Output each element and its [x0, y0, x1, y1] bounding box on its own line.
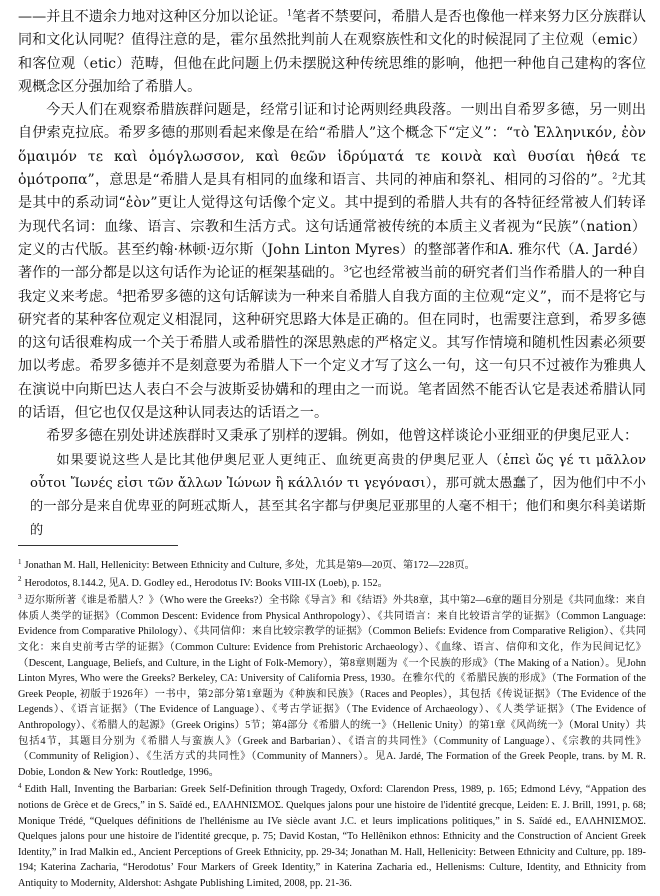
footnote-divider	[18, 545, 178, 546]
footnotes	[18, 545, 646, 893]
block-quote	[18, 449, 646, 542]
footnote-2	[18, 576, 646, 592]
footnote-text: Edith Hall, Inventing the Barbarian: Greek Self-Definition through Tragedy, Oxford: Clarendon Press, 1989, p. 165; Edmond Lévy, “Appation des notions de Grèce et de Grecs,” in S. Saïdé ed., ΕΛΛΗΝΙΣΜΟΣ. Quelques jalons pour une histoire de l'identité grecque, Leiden: E. J. Brill, 1991, p. 68; Monique Trédé, “Quelques définitions de l'hellénisme au IVe siècle avant J.C. et leurs implications politiques,” in S. Saïdé ed., ΕΛΛΗΝΙΣΜΟΣ. Quelques jalons pour une histoire de l'identité grecque, p. 75; David Kostan, “To Hellênikon ethnos: Ethnicity and the Construction of Ancient Greek Identity,” in Irad Malkin ed., Ancient Perceptions of Greek Ethnicity, pp. 29-34; Jonathan M. Hall, Hellenicity: Between Ethnicity and Culture, pp. 189-194; Katerina Zacharia, “Herodotus’ Four Markers of Greek Identity,” in Katerina Zacharia ed., Hellenisms: Culture, Identity, and Ethnicity from Antiquity to Modernity, Aldershot: Ashgate Publishing Limited, 2008, pp. 21-36.	[18, 784, 646, 889]
footnote-1	[18, 558, 646, 574]
footnote-number: 4	[18, 781, 22, 790]
paragraph-1-text-a: ——并且不遗余力地对这种区分加以论证。	[18, 9, 287, 25]
footnote-number: 1	[18, 557, 22, 566]
paragraph-1	[18, 6, 646, 99]
paragraph-3: 希罗多德在别处讲述族群时又秉承了别样的逻辑。例如，他曾这样谈论小亚细亚的伊奥尼亚人：	[46, 428, 639, 445]
paragraph-2-text-b: 尤其是其中的系动词“ἐὸν”更让人觉得这句话像个定义。其中提到的希腊人共有的各特征经常被人们转译为现代名词：血缘、语言、宗教和生活方式。这句话通常被传统的本质主义者视为“民族”（nation）定义的古代版。甚至约翰·林顿·迈尔斯（John Linton Myres）的整部著作和A. 雅尔代（A. Jardé）著作的一部分都是以这句话作为论证的框架基础的。	[18, 172, 647, 282]
footnote-ref-4[interactable]: 4	[117, 287, 123, 297]
footnote-text: 迈尔斯所著《谁是希腊人？》（Who were the Greeks?）全书除《导言》和《结语》外共8章，其中第2—6章的题目分别是《共同血缘：来自体质人类学的证据》（Common Descent: Evidence from Physical Anthropology）、《共同语言：来自比较语言学的证据》（Common Language: Evidence from Comparative Philology）、《共同信仰：来自比较宗教学的证据》（Common Beliefs: Evidence from Comparative Religion）、《共同文化：来自史前考古学的证据》（Common Culture: Evidence from Prehistoric Archaeology）、《血缘、语言、信仰和文化，作为民间记忆》（Descent, Language, Beliefs, and Culture, in the Light of Folk-Memory），第8章则题为《一个民族的形成》（The Making of a Nation）。见John Linton Myres, Who were the Greeks? Berkeley, CA: University of California Press, 1930。在雅尔代的《希腊民族的形成》（The Formation of the Greek People, 初版于1926年）一书中，第2部分第1章题为《种族和民族》（Races and Peoples），其包括《传说证据》（The Evidence of the Legends）、《语言证据》（The Evidence of Language）、《考古学证据》（The Evidence of Archaeology）、《人类学证据》（The Evidence of Anthropology）、《希腊人的起源》（Greek Origins）5节；第4部分《希腊人的统一》（Hellenic Unity）的第1章《风尚统一》（Moral Unity）共包括4节，其题目分别为《希腊人与蛮族人》（Greek and Barbarian）、《语言的共同性》（Community of Language）、《宗教的共同性》（Community of Religion）、《生活方式的共同性》（Community of Manners）。见A. Jardé, The Formation of the Greek People, trans. by M. R. Dobie, London & New York: Routledge, 1996。	[18, 595, 646, 778]
footnote-4	[18, 782, 646, 891]
footnote-ref-3[interactable]: 3	[343, 264, 349, 274]
footnote-text: Jonathan M. Hall, Hellenicity: Between Ethnicity and Culture, 多处，尤其是第9—20页、第172—228页。	[24, 560, 475, 571]
paragraph-2	[18, 99, 646, 425]
footnote-ref-2[interactable]: 2	[612, 171, 618, 181]
paragraph-2-text-d: 把希罗多德的这句话解读为一种来自希腊人自我方面的主位观“定义”，而不是将它与研究者的某种客位观定义相混同，这种研究思路大体是正确的。但在同时，也需要注意到，希罗多德的这句话很难构成一个关于希腊人或希腊性的深思熟虑的严格定义。其写作情境和随机性因素必须要加以考虑。希罗多德并不是刻意要为希腊人下一个定义才写了这么一句，这一句只不过被作为雅典人在演说中向斯巴达人表白不会与波斯妥协媾和的理由之一而说。笔者固然不能否认它是表述希腊认同的话语，但它也仅仅是这种认同表达的话语之一。	[18, 288, 646, 422]
paragraph-1-text-b: 笔者不禁要问，希腊人是否也像他一样来努力区分族群认同和文化认同呢？值得注意的是，霍尔虽然批判前人在观察族性和文化的时候混同了主位观（emic）和客位观（etic）范畴，但他在此问题上仍未摆脱这种传统思维的影响，他把一种他自己建构的客位观概念区分强加给了希腊人。	[18, 9, 647, 95]
block-quote-text: 如果要说这些人是比其他伊奥尼亚人更纯正、血统更高贵的伊奥尼亚人（ἐπεὶ ὥς γέ τι μᾶλλον οὗτοι Ἴωνές εἰσι τῶν ἄλλων Ἰώνων ἢ κάλλιόν τι γεγόνασι），那可就太愚蠢了，因为他们中不小的一部分是来自优卑亚的阿班忒斯人，甚至其名字都与伊奥尼亚那里的人毫不相干；他们和奥尔科美诺斯的	[30, 452, 646, 538]
footnote-number: 3	[18, 592, 22, 601]
footnote-text: Herodotos, 8.144.2, 见A. D. Godley ed., Herodotus IV: Books VIII-IX (Loeb), p. 152。	[24, 577, 388, 589]
footnote-3	[18, 593, 646, 780]
footnote-number: 2	[18, 575, 22, 584]
body-text	[18, 6, 646, 449]
paragraph-2-text-a: 今天人们在观察希腊族群问题是，经常引证和讨论两则经典段落。一则出自希罗多德，另一则出自伊索克拉底。希罗多德的那则看起来像是在给“希腊人”这个概念下“定义”：“τὸ Ἑλληνικόν, ἐὸν ὅμαιμόν τε καὶ ὁμόγλωσσον, καὶ θεῶν ἱδρύματά τε κοινὰ καὶ θυσίαι ἠθεά τε ὁμότροπα”，意思是“希腊人是具有相同的血缘和语言、共同的神庙和祭礼、相同的习俗的”。	[18, 102, 646, 189]
footnote-ref-1[interactable]: 1	[286, 8, 293, 18]
paragraph-2-text-c: 它也经常被当前的研究者们当作希腊人的一种自我定义来考虑。	[18, 265, 646, 305]
